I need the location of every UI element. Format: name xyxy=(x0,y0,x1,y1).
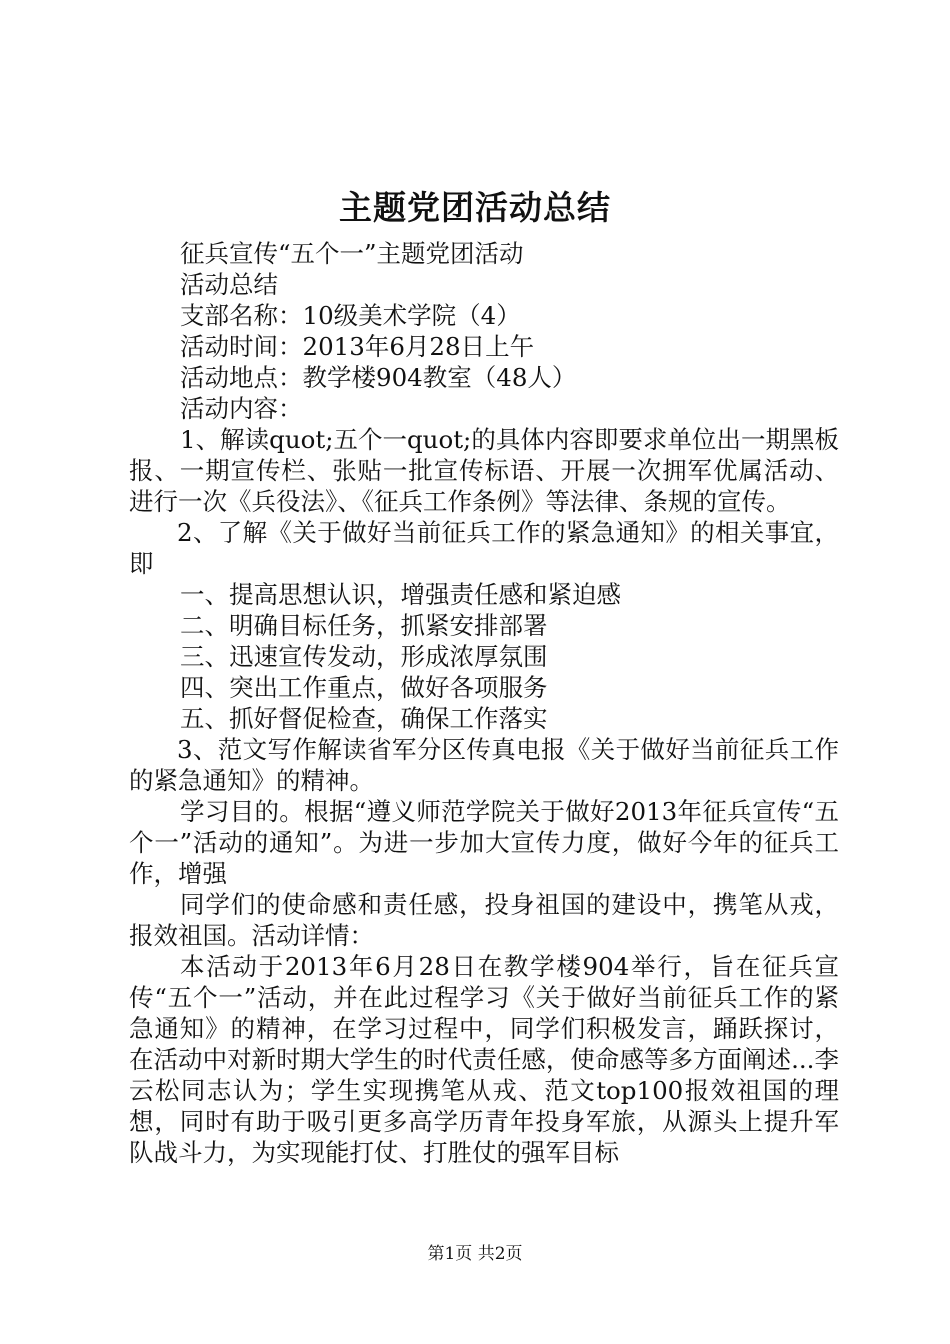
paragraph-study-purpose-continued: 同学们的使命感和责任感，投身祖国的建设中，携笔从戎，报效祖国。活动详情： xyxy=(129,890,839,950)
paragraph-activity-content-label: 活动内容： xyxy=(180,394,303,423)
paragraph-point-4: 四、突出工作重点，做好各项服务 xyxy=(180,673,548,702)
paragraph-activity-details: 本活动于2013年6月28日在教学楼904举行，旨在征兵宣传“五个一”活动，并在此过程学习《关于做好当前征兵工作的紧急通知》的精神，在学习过程中，同学们积极发言，踊跃探讨，在活动中对新时期大学生的时代责任感，使命感等多方面阐述...李云松同志认为；学生实现携笔从戎、范文top100报效祖国的理想，同时有助于吸引更多高学历青年投身军旅，从源头上提升军队战斗力，为实现能打仗、打胜仗的强军目标 xyxy=(129,952,839,1167)
paragraph-point-3: 三、迅速宣传发动，形成浓厚氛围 xyxy=(180,642,548,671)
paragraph-summary-label: 活动总结 xyxy=(180,270,278,299)
paragraph-heading-line: 征兵宣传“五个一”主题党团活动 xyxy=(180,239,524,268)
paragraph-activity-location: 活动地点：教学楼904教室（48人） xyxy=(180,363,577,392)
document-body xyxy=(129,238,839,1168)
paragraph-point-1: 一、提高思想认识，增强责任感和紧迫感 xyxy=(180,580,621,609)
page-footer: 第1页 共2页 xyxy=(427,1244,523,1264)
paragraph-point-5: 五、抓好督促检查，确保工作落实 xyxy=(180,704,548,733)
paragraph-point-2: 二、明确目标任务，抓紧安排部署 xyxy=(180,611,548,640)
paragraph-study-purpose: 学习目的。根据“遵义师范学院关于做好2013年征兵宣传“五个一”活动的通知”。为进一步加大宣传力度，做好今年的征兵工作，增强 xyxy=(129,797,839,888)
document-title: 主题党团活动总结 xyxy=(339,188,611,227)
paragraph-branch-name: 支部名称：10级美术学院（4） xyxy=(180,301,521,330)
paragraph-item-3: 3、范文写作解读省军分区传真电报《关于做好当前征兵工作的紧急通知》的精神。 xyxy=(129,735,839,795)
paragraph-item-2: 2、了解《关于做好当前征兵工作的紧急通知》的相关事宜，即 xyxy=(129,518,839,578)
paragraph-item-1: 1、解读quot;五个一quot;的具体内容即要求单位出一期黑板报、一期宣传栏、张贴一批宣传标语、开展一次拥军优属活动、进行一次《兵役法》、《征兵工作条例》等法律、条规的宣传。 xyxy=(129,425,839,516)
paragraph-activity-time: 活动时间：2013年6月28日上午 xyxy=(180,332,535,361)
